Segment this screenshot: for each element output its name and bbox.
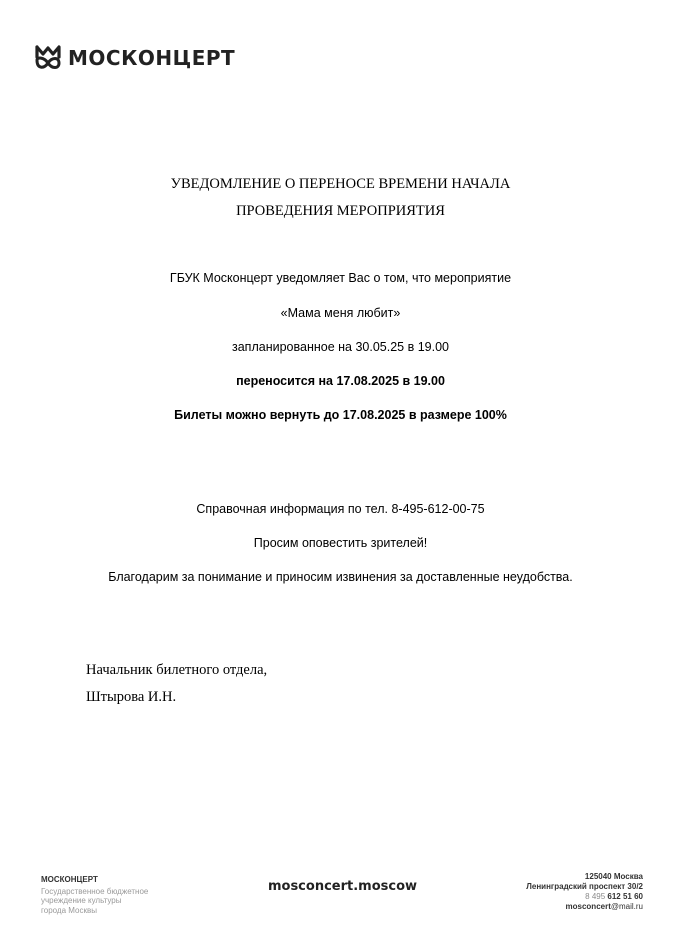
- new-date: переносится на 17.08.2025 в 19.00: [236, 374, 445, 388]
- footer-address-2: Ленинградский проспект 30/2: [526, 882, 643, 891]
- footer-phone-prefix: 8 495: [585, 892, 606, 901]
- notice-intro: ГБУК Москонцерт уведомляет Вас о том, что мероприятие: [169, 271, 512, 285]
- footer-address-1: 125040 Москва: [584, 872, 643, 881]
- event-name: «Мама меня любит»: [280, 306, 401, 320]
- footer-email-domain: @mail.ru: [610, 902, 643, 911]
- footer-email[interactable]: [526, 902, 643, 912]
- info-phone: Справочная информация по тел. 8-495-612-00-75: [196, 502, 485, 516]
- footer-phone-number: 612 51 60: [607, 892, 643, 901]
- mosconcert-logo: [34, 44, 235, 72]
- footer-org-desc-1: Государственное бюджетное: [41, 886, 149, 896]
- footer-org-desc-2: учреждение культуры: [41, 896, 122, 905]
- notice-title-line-1: УВЕДОМЛЕНИЕ О ПЕРЕНОСЕ ВРЕМЕНИ НАЧАЛА: [170, 176, 511, 192]
- notify-request: Просим оповестить зрителей!: [253, 536, 428, 550]
- footer-contacts: [526, 872, 643, 912]
- footer-org-name: МОСКОНЦЕРТ: [41, 875, 98, 884]
- logo-text: МОСКОНЦЕРТ: [68, 46, 236, 70]
- mosconcert-logo-icon: [34, 45, 62, 71]
- apology: Благодарим за понимание и приносим извинения за доставленные неудобства.: [108, 570, 573, 584]
- refund-info: Билеты можно вернуть до 17.08.2025 в размере 100%: [174, 408, 507, 422]
- footer-org-desc-3: города Москвы: [41, 905, 97, 915]
- footer-email-user: mosconcert: [565, 902, 611, 911]
- planned-date: запланированное на 30.05.25 в 19.00: [232, 340, 449, 354]
- notice-title-line-2: ПРОВЕДЕНИЯ МЕРОПРИЯТИЯ: [236, 203, 445, 219]
- footer-website[interactable]: mosconcert.moscow: [267, 879, 418, 894]
- signature-name: Штырова И.Н.: [86, 689, 177, 705]
- signature-position: Начальник билетного отдела,: [86, 662, 268, 678]
- footer-phone: [526, 892, 643, 902]
